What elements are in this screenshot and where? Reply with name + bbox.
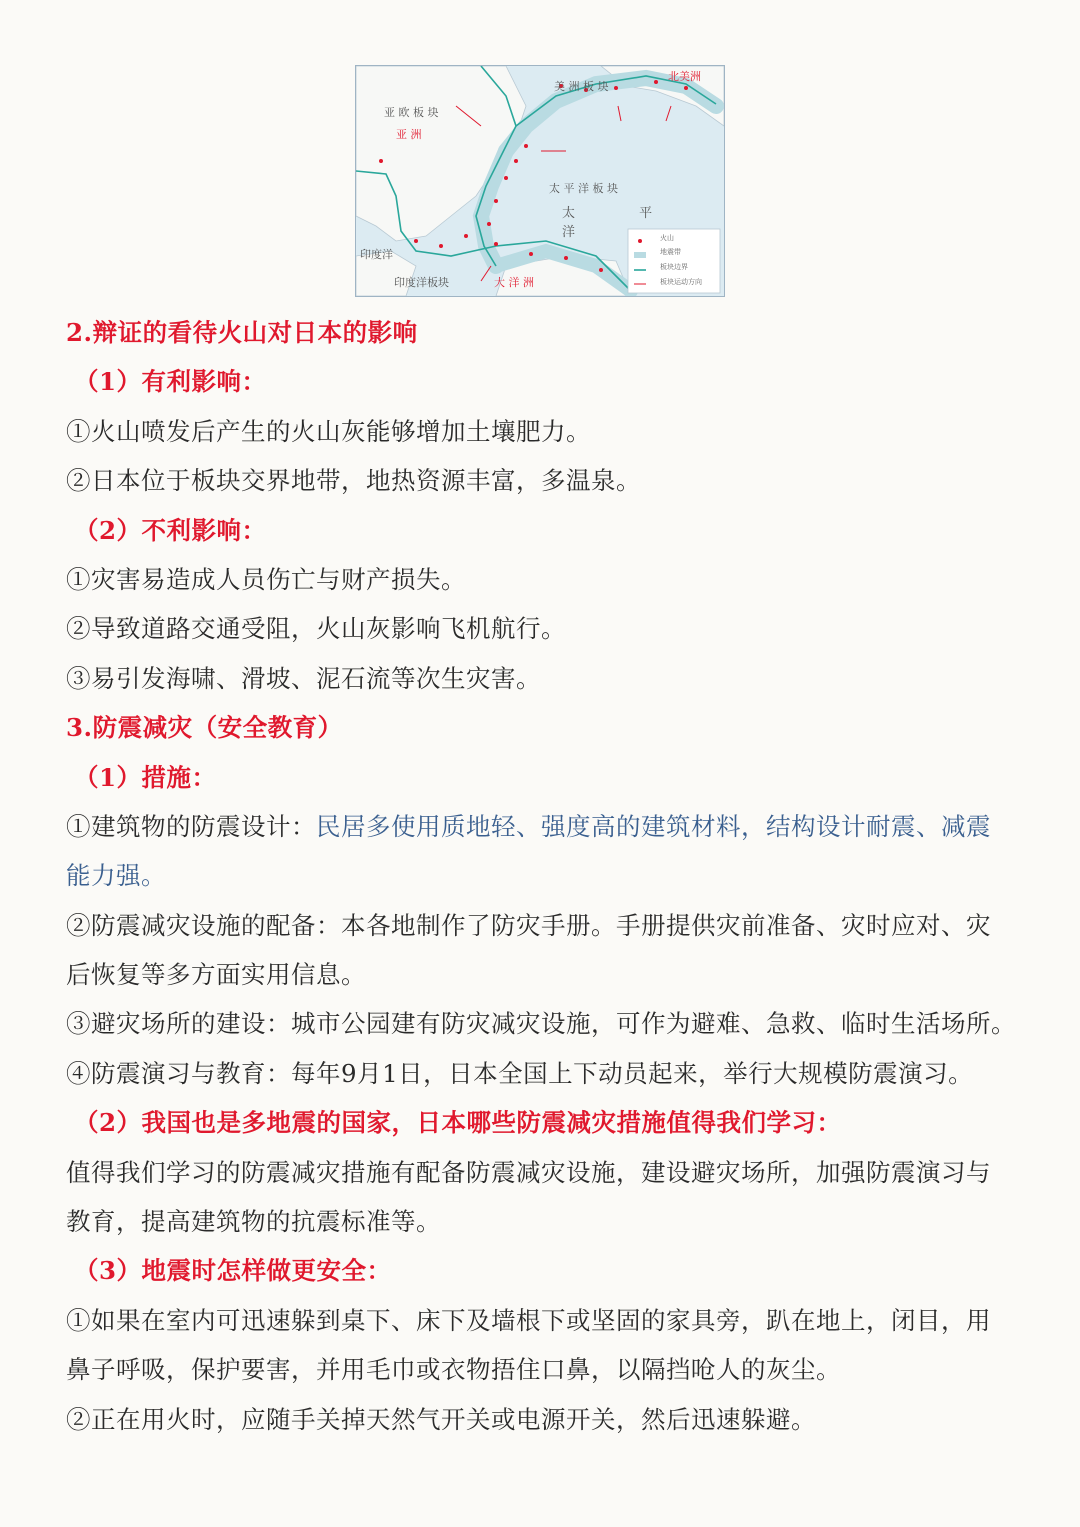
legend-seismic-belt: 地震带	[660, 248, 681, 256]
paragraph: 教育，提高建筑物的抗震标准等。	[66, 1207, 441, 1237]
map-label-pacific-ocean: 太 平 洋	[562, 206, 683, 240]
paragraph: ④防震演习与教育：每年9月1日，日本全国上下动员起来，举行大规模防震演习。	[66, 1058, 974, 1088]
subsection-title-favorable: （1）有利影响：	[74, 367, 267, 397]
map-label-asia: 亚 洲	[396, 128, 422, 141]
paragraph: ②正在用火时，应随手关掉天然气开关或电源开关，然后迅速躲避。	[66, 1404, 816, 1434]
map-label-pacific-plate: 太 平 洋 板 块	[549, 182, 618, 195]
legend-volcano: 火山	[660, 234, 674, 242]
plate-map	[355, 65, 725, 297]
map-label-indian-ocean: 印度洋	[360, 248, 393, 261]
subsection-title-safety: （3）地震时怎样做更安全：	[74, 1256, 392, 1286]
paragraph: ②日本位于板块交界地带，地热资源丰富，多温泉。	[66, 466, 641, 496]
map-label-oceania: 大 洋 洲	[494, 276, 534, 289]
paragraph: ③避灾场所的建设：城市公园建有防灾减灾设施，可作为避难、急救、临时生活场所。	[66, 1009, 1016, 1039]
map-label-eurasian-plate: 亚 欧 板 块	[384, 106, 439, 119]
paragraph: ③易引发海啸、滑坡、泥石流等次生灾害。	[66, 663, 541, 693]
map-label-american-plate: 美 洲 板 块	[554, 80, 609, 93]
paragraph: ②防震减灾设施的配备：本各地制作了防灾手册。手册提供灾前准备、灾时应对、灾	[66, 910, 991, 940]
paragraph: ①灾害易造成人员伤亡与财产损失。	[66, 564, 466, 594]
legend-plate-motion: 板块运动方向	[660, 278, 702, 286]
paragraph	[66, 802, 1026, 851]
subsection-title-measures: （1）措施：	[74, 762, 217, 792]
paragraph: 值得我们学习的防震减灾措施有配备防震减灾设施，建设避灾场所，加强防震演习与	[66, 1157, 991, 1187]
section-title-3: 3.防震减灾（安全教育）	[66, 713, 343, 743]
paragraph: ①火山喷发后产生的火山灰能够增加土壤肥力。	[66, 416, 591, 446]
paragraph: 鼻子呼吸，保护要害，并用毛巾或衣物捂住口鼻，以隔挡呛人的灰尘。	[66, 1355, 841, 1385]
paragraph: ②导致道路交通受阻，火山灰影响飞机航行。	[66, 614, 566, 644]
paragraph: 后恢复等多方面实用信息。	[66, 960, 366, 990]
subsection-title-unfavorable: （2）不利影响：	[74, 515, 267, 545]
map-label-indian-ocean-plate: 印度洋板块	[394, 276, 449, 289]
paragraph: ①如果在室内可迅速躲到桌下、床下及墙根下或坚固的家具旁，趴在地上，闭目，用	[66, 1305, 991, 1335]
notes-body	[66, 308, 1026, 1444]
paragraph-highlight: 能力强。	[66, 861, 166, 891]
map-label-north-america: 北美洲	[668, 70, 701, 83]
legend-plate-boundary: 板块边界	[660, 263, 688, 271]
paragraph-highlight: 民居多使用质地轻、强度高的建筑材料，结构设计耐震、减震	[316, 811, 991, 841]
paragraph-lead: ①建筑物的防震设计：	[66, 811, 316, 841]
subsection-title-learn: （2）我国也是多地震的国家，日本哪些防震减灾措施值得我们学习：	[74, 1108, 842, 1138]
section-title-2: 2.辩证的看待火山对日本的影响	[66, 318, 418, 347]
